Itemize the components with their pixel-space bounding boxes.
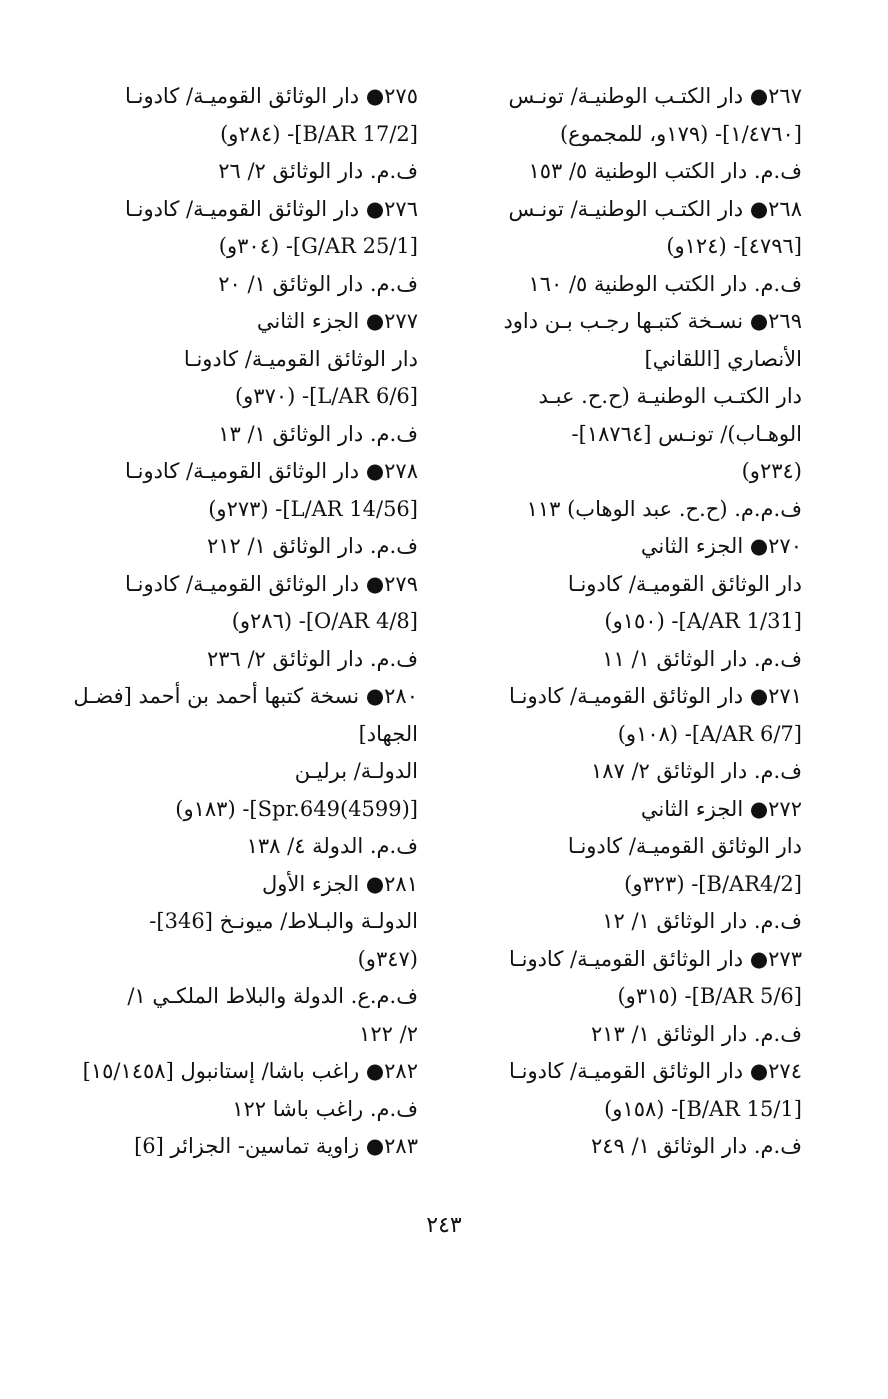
- text-line: ف.م.م. (ح.ح. عبد الوهاب) ١١٣: [526, 496, 802, 521]
- text-line: ٢٧٥● دار الوثائق القوميـة/ كادونـا: [125, 84, 418, 108]
- text-line: [G/AR 25/1]- (٣٠٤و): [218, 234, 418, 258]
- text-line: ٢٦٧● دار الكتـب الوطنيـة/ تونـس: [508, 84, 802, 108]
- text-line: (٣٤٧و): [357, 946, 418, 971]
- text-line: ف.م. دار الوثائق ٢/ ٢٦: [218, 159, 418, 183]
- text-line: [B/AR 5/6]- (٣١٥و): [617, 984, 802, 1008]
- text-line: [(4599)Spr.649]- (١٨٣و): [175, 796, 418, 821]
- page-number: ٢٤٣: [426, 1213, 462, 1238]
- text-line: ٢٦٩● نسـخة كتبـها رجـب بـن داود: [503, 309, 802, 333]
- text-line: ف.م. دار الوثائق ٢/ ١٨٧: [590, 759, 802, 783]
- text-line: ف.م. دار الوثائق ١/ ٢٤٩: [590, 1134, 802, 1158]
- text-line: (٢٣٤و): [741, 459, 802, 483]
- text-line: ف.م. دار الكتب الوطنية ٥/ ١٥٣: [528, 159, 802, 183]
- text-line: ف.م. دار الوثائق ١/ ٢١٣: [590, 1021, 802, 1046]
- right-column: [457, 78, 802, 1166]
- text-line: ف.م. دار الوثائق ١/ ١٣: [218, 421, 418, 446]
- text-line: ٢٨٠● نسخة كتبها أحمد بن أحمد [فضـل: [73, 684, 418, 708]
- text-line: ٢٧٩● دار الوثائق القوميـة/ كادونـا: [125, 571, 418, 596]
- text-line: ٢٦٨● دار الكتـب الوطنيـة/ تونـس: [508, 196, 802, 221]
- text-line: دار الوثائق القوميـة/ كادونـا: [567, 834, 802, 858]
- text-line: [A/AR 6/7]- (١٠٨و): [617, 721, 802, 746]
- text-line: ٢٧٣● دار الوثائق القوميـة/ كادونـا: [509, 946, 802, 971]
- text-line: الجهاد]: [358, 721, 418, 746]
- text-line: ف.م. دار الوثائق ١/ ٢٠: [218, 271, 418, 296]
- text-line: ف.م. الدولة ٤/ ١٣٨: [246, 834, 418, 858]
- text-line: [A/AR 1/31]- (١٥٠و): [604, 609, 802, 633]
- text-line: [B/AR4/2]- (٣٢٣و): [624, 871, 802, 896]
- text-line: ٢٨٢● راغب باشا/ إستانبول [١٥/١٤٥٨]: [82, 1059, 418, 1083]
- text-line: [L/AR 6/6]- (٣٧٠و): [234, 384, 418, 408]
- text-line: ٢٧١● دار الوثائق القوميـة/ كادونـا: [509, 684, 802, 708]
- text-line: [O/AR 4/8]- (٢٨٦و): [231, 609, 418, 633]
- text-line: ف.م. دار الوثائق ٢/ ٢٣٦: [206, 646, 418, 671]
- text-line: [٤٧٩٦]- (١٢٤و): [666, 234, 802, 258]
- text-line: دار الوثائق القوميـة/ كادونـا: [567, 571, 802, 596]
- text-line: ٢٧٧● الجزء الثاني: [256, 309, 418, 333]
- text-line: [L/AR 14/56]- (٢٧٣و): [208, 496, 418, 521]
- text-line: ف.م. راغب باشا ١٢٢: [232, 1096, 418, 1121]
- text-line: ف.م. دار الوثائق ١/ ١١: [602, 646, 802, 671]
- text-line: الدولـة/ برليـن: [294, 759, 418, 783]
- text-line: [B/AR 17/2]- (٢٨٤و): [220, 121, 418, 146]
- text-line: ٢٧٠● الجزء الثاني: [640, 534, 802, 558]
- text-line: ف.م. دار الكتب الوطنية ٥/ ١٦٠: [528, 271, 802, 296]
- text-line: ٢٧٢● الجزء الثاني: [640, 796, 802, 821]
- text-line: ف.م.ع. الدولة والبلاط الملكـي ١/: [127, 984, 418, 1008]
- left-column: [73, 78, 418, 1166]
- text-line: [١/٤٧٦٠]- (١٧٩و، للمجموع): [559, 121, 802, 146]
- text-line: ٢٧٤● دار الوثائق القوميـة/ كادونـا: [509, 1059, 802, 1083]
- text-line: ف.م. دار الوثائق ١/ ١٢: [602, 909, 802, 933]
- text-line: ٢٧٨● دار الوثائق القوميـة/ كادونـا: [125, 459, 418, 483]
- text-line: ٢٧٦● دار الوثائق القوميـة/ كادونـا: [125, 196, 418, 221]
- text-line: [B/AR 15/1]- (١٥٨و): [604, 1096, 802, 1121]
- text-line: ف.م. دار الوثائق ١/ ٢١٢: [206, 534, 418, 558]
- text-line: دار الوثائق القوميـة/ كادونـا: [183, 346, 418, 371]
- text-line: دار الكتـب الوطنيـة (ح.ح. عبـد: [538, 384, 802, 408]
- text-line: ٢٨٣● زاوية تماسين- الجزائر [6]: [134, 1134, 418, 1158]
- text-line: ٢٨١● الجزء الأول: [262, 871, 418, 896]
- text-line: ٢/ ١٢٢: [359, 1021, 418, 1046]
- text-line: الدولـة والبـلاط/ ميونـخ [346]-: [149, 909, 418, 933]
- text-line: الأنصاري [اللقاني]: [644, 346, 802, 371]
- text-line: الوهـاب)/ تونـس [١٨٧٦٤]-: [571, 421, 802, 446]
